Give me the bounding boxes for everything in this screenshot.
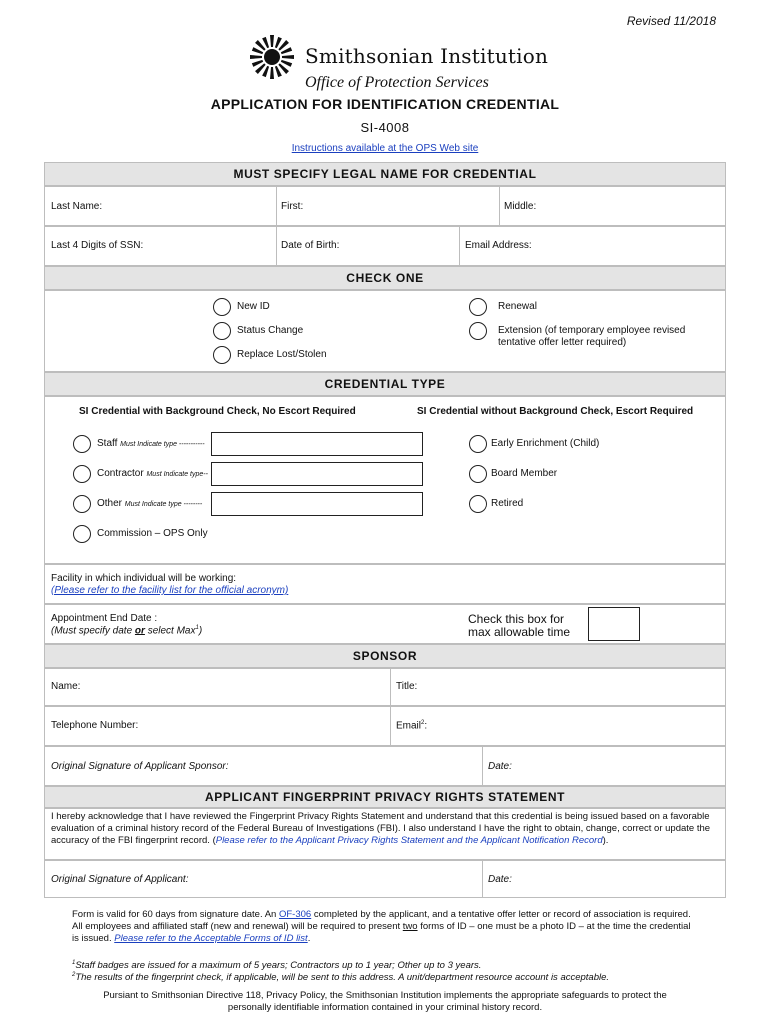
acceptable-id-link[interactable]: Please refer to the Acceptable Forms of ID list: [114, 933, 308, 944]
contractor-type-input[interactable]: [211, 462, 423, 486]
extension-radio[interactable]: [469, 322, 487, 340]
check-one-heading: CHECK ONE: [346, 271, 424, 285]
sunburst-logo-icon: [248, 33, 296, 81]
replace-lost-radio[interactable]: [213, 346, 231, 364]
privacy-directive: Pursiant to Smithsonian Directive 118, Privacy Policy, the Smithsonian Institution implements the appropriate safeguards to protect the personally identifiable information contained in your criminal history record.: [103, 990, 667, 1013]
renewal-radio[interactable]: [469, 298, 487, 316]
form-title: APPLICATION FOR IDENTIFICATION CREDENTIAL: [210, 96, 560, 112]
privacy-refer-link[interactable]: Please refer to the Applicant Privacy Rights Statement and the Applicant Notification Record: [215, 835, 603, 846]
new-id-radio[interactable]: [213, 298, 231, 316]
sponsor-name-row: [44, 668, 726, 706]
early-enrichment-label: Early Enrichment (Child): [491, 438, 600, 449]
sponsor-date-label: Date:: [488, 761, 512, 772]
sponsor-phone-label: Telephone Number:: [51, 720, 139, 731]
extension-label-1: Extension (of temporary employee revised: [498, 325, 686, 336]
other-radio[interactable]: [73, 495, 91, 513]
name-row: [44, 186, 726, 226]
status-change-radio[interactable]: [213, 322, 231, 340]
sponsor-name-label: Name:: [51, 681, 81, 692]
staff-radio[interactable]: [73, 435, 91, 453]
footnote-1: $^1$Staff badges are issued for a maximum of 5 years; Contractors up to 1 year; Other up to 3 years.: [72, 960, 482, 972]
org-name: Smithsonian Institution: [305, 44, 549, 68]
replace-lost-label: Replace Lost/Stolen: [237, 349, 327, 360]
extension-label-2: tentative offer letter required): [498, 337, 627, 348]
privacy-statement: I hereby acknowledge that I have reviewed the Fingerprint Privacy Rights Statement and understand that this credential is being issued based on a favorable evaluation of a criminal history record of the Federal Bureau of Investigations (FBI). I also understand I have the right to obtain, change, correct or update the accuracy of the FBI fingerprint record. (Please refer to the Applicant Privacy Rights Statement and the Applicant Notification Record).: [51, 811, 711, 846]
facility-label: Facility in which individual will be working:: [51, 573, 237, 584]
privacy-text-box: [44, 808, 726, 860]
max-time-label: Check this box for max allowable time: [468, 612, 571, 639]
form-code: SI-4008: [360, 120, 410, 135]
first-name-label: First:: [281, 201, 304, 212]
applicant-date-label: Date:: [488, 874, 512, 885]
contractor-radio[interactable]: [73, 465, 91, 483]
applicant-signature-row: [44, 860, 726, 898]
board-member-label: Board Member: [491, 468, 558, 479]
id-row: [44, 226, 726, 266]
sponsor-heading: SPONSOR: [352, 649, 418, 663]
legal-name-header: [44, 162, 726, 186]
check-one-header: [44, 266, 726, 290]
status-change-label: Status Change: [237, 325, 304, 336]
retired-label: Retired: [491, 498, 524, 509]
staff-type-input[interactable]: [211, 432, 423, 456]
staff-hint: Must Indicate type -----------: [120, 441, 205, 448]
legal-name-heading: MUST SPECIFY LEGAL NAME FOR CREDENTIAL: [233, 167, 537, 181]
max-time-checkbox[interactable]: [588, 607, 640, 641]
middle-name-label: Middle:: [504, 201, 537, 212]
ssn-label: Last 4 Digits of SSN:: [51, 240, 144, 251]
footnote-2: $^2$The results of the fingerprint check, if applicable, will be sent to this address. A unit/department resource account is acceptable.: [72, 972, 610, 984]
of306-link[interactable]: OF-306: [278, 909, 312, 920]
sponsor-contact-row: [44, 706, 726, 746]
credential-type-header: [44, 372, 726, 396]
other-label: Other Must Indicate type --------: [97, 498, 203, 509]
col-with-bg-check: SI Credential with Background Check, No Escort Required: [79, 406, 356, 417]
credential-type-heading: CREDENTIAL TYPE: [324, 377, 446, 391]
commission-label: Commission – OPS Only: [97, 528, 208, 539]
contractor-hint: Must Indicate type--: [146, 471, 208, 478]
contractor-label: Contractor Must Indicate type--: [97, 468, 208, 479]
other-hint: Must Indicate type --------: [124, 501, 203, 508]
facility-list-link[interactable]: (Please refer to the facility list for the official acronym): [51, 585, 289, 596]
validity-note: Form is valid for 60 days from signature date. An OF-306 completed by the applicant, and a tentative offer letter or record of association is required. All employees and affiliated staff (new and renewal) will be required to present two forms of ID – one must be a photo ID – at the time the credential is issued. Please refer to the Acceptable Forms of ID list.: [72, 909, 691, 944]
instructions-link[interactable]: Instructions available at the OPS Web site: [291, 143, 479, 154]
privacy-heading: APPLICANT FINGERPRINT PRIVACY RIGHTS STATEMENT: [204, 790, 566, 804]
dob-label: Date of Birth:: [281, 240, 340, 251]
sponsor-signature-row: [44, 746, 726, 786]
retired-radio[interactable]: [469, 495, 487, 513]
last-name-label: Last Name:: [51, 201, 103, 212]
col-without-bg-check: SI Credential without Background Check, Escort Required: [417, 406, 694, 417]
renewal-label: Renewal: [498, 301, 537, 312]
facility-row: [44, 564, 726, 604]
org-office: Office of Protection Services: [305, 74, 489, 91]
sponsor-signature-label: Original Signature of Applicant Sponsor:: [51, 761, 229, 772]
appointment-end-note: (Must specify date or select Max$^1$): [51, 625, 203, 637]
staff-label: Staff Must Indicate type -----------: [97, 438, 205, 449]
appointment-end-label: Appointment End Date :: [51, 613, 158, 624]
sponsor-header: [44, 644, 726, 668]
appointment-row: [44, 604, 726, 644]
privacy-header: [44, 786, 726, 808]
check-one-body: [44, 290, 726, 372]
applicant-signature-label: Original Signature of Applicant:: [51, 874, 189, 885]
early-enrichment-radio[interactable]: [469, 435, 487, 453]
sponsor-email-label: Email$^2$:: [396, 720, 428, 732]
revised-date: Revised 11/2018: [626, 14, 716, 28]
credential-type-body: [44, 396, 726, 564]
board-member-radio[interactable]: [469, 465, 487, 483]
sponsor-title-label: Title:: [396, 681, 418, 692]
new-id-label: New ID: [237, 301, 270, 312]
other-type-input[interactable]: [211, 492, 423, 516]
commission-radio[interactable]: [73, 525, 91, 543]
email-address-label: Email Address:: [465, 240, 532, 251]
